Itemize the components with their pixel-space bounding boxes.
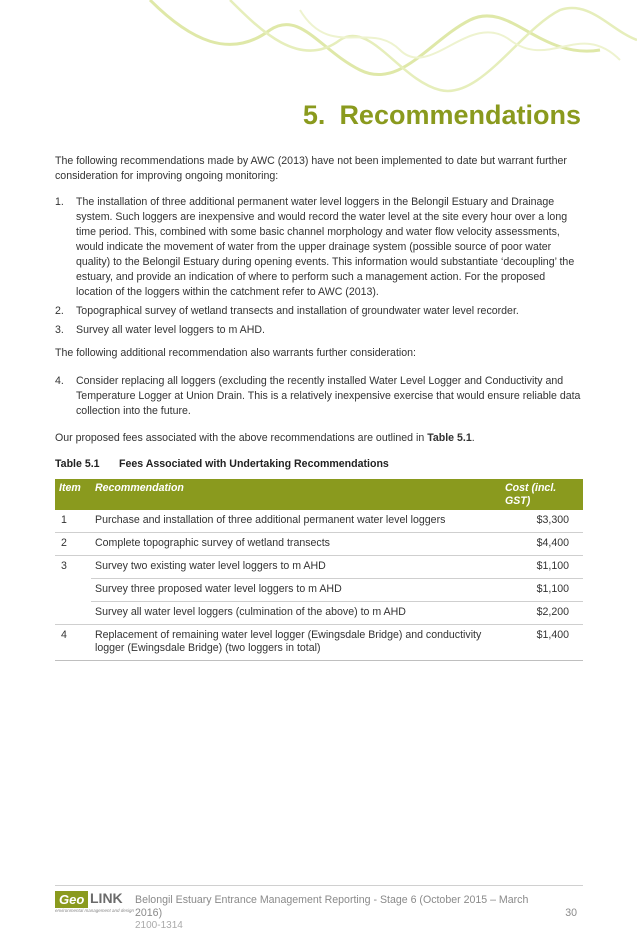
footer-doc-number: 2100-1314: [135, 920, 183, 931]
fees-table: [55, 479, 583, 661]
list-text: Consider replacing all loggers (excluding the recently installed Water Level Logger and Conductivity and Temperature Logger at Union Drain. This is a relatively inexpensive exercise that would ensure reliable data collection into the future.: [76, 375, 581, 417]
intro-paragraph: The following recommendations made by AWC (2013) have not been implemented to date but warrant further consideration for improving ongoing monitoring:: [55, 155, 567, 182]
cell-item: [55, 602, 91, 625]
list-text: Survey all water level loggers to m AHD.: [76, 324, 265, 336]
list-item: [55, 304, 583, 319]
footer-report-title: Belongil Estuary Entrance Management Reporting - Stage 6 (October 2015 – March 2016): [135, 894, 529, 919]
cell-recommendation: Complete topographic survey of wetland transects: [91, 533, 501, 556]
fees-paragraph: [55, 431, 583, 446]
fees-text-end: .: [471, 432, 475, 444]
page-heading: [303, 100, 581, 131]
table-row: [55, 625, 583, 661]
header-item: Item: [55, 479, 91, 510]
table-row: [55, 510, 583, 533]
cell-cost: $4,400: [501, 533, 583, 556]
header-cost: Cost (incl. GST): [501, 479, 583, 510]
fees-text: Our proposed fees associated with the above recommendations are outlined in: [55, 432, 428, 444]
list-number: 1.: [55, 196, 64, 208]
list-item: [55, 195, 583, 300]
heading-number: 5.: [302, 100, 326, 130]
cell-item: [55, 579, 91, 602]
list-item: [55, 374, 583, 419]
cell-cost: $2,200: [501, 602, 583, 625]
page-footer: [55, 885, 583, 931]
table-row: [55, 556, 583, 579]
cell-recommendation: Survey two existing water level loggers to m AHD: [91, 556, 501, 579]
decorative-waves: [0, 0, 637, 110]
cell-cost: $1,400: [501, 625, 583, 661]
table-caption: [55, 457, 583, 472]
cell-cost: $1,100: [501, 579, 583, 602]
table-row: [55, 602, 583, 625]
cell-recommendation: Replacement of remaining water level logger (Ewingsdale Bridge) and conductivity logger (Ewingsdale Bridge) (two loggers in total): [91, 625, 501, 661]
cell-recommendation: Survey three proposed water level loggers to m AHD: [91, 579, 501, 602]
heading-title: Recommendations: [339, 100, 581, 130]
geolink-logo: [55, 890, 135, 913]
additional-recommendation-list: [55, 374, 583, 419]
cell-recommendation: Survey all water level loggers (culmination of the above) to m AHD: [91, 602, 501, 625]
document-body: [55, 154, 583, 661]
cell-cost: $1,100: [501, 556, 583, 579]
cell-recommendation: Purchase and installation of three additional permanent water level loggers: [91, 510, 501, 533]
page-number: 30: [565, 907, 577, 919]
cell-item: 2: [55, 533, 91, 556]
additional-paragraph: The following additional recommendation also warrants further consideration:: [55, 347, 416, 359]
header-recommendation: Recommendation: [91, 479, 501, 510]
cell-cost: $3,300: [501, 510, 583, 533]
logo-geo: Geo: [55, 891, 88, 908]
list-text: Topographical survey of wetland transects and installation of groundwater water level recorder.: [76, 305, 519, 317]
list-item: [55, 323, 583, 338]
table-row: [55, 533, 583, 556]
cell-item: 1: [55, 510, 91, 533]
list-text: The installation of three additional permanent water level loggers in the Belongil Estuary and Drainage system. Such loggers are inexpensive and would record the water level at the site every hour over a long time period. This, combined with some basic channel morphology and water flow velocity assessments, would indicate the movement of water from the upper drainage system (possible source of poor water quality) to the Belongil Estuary during opening events. This information would substantiate ‘decoupling’ the estuary, and provide an indication of where to perform such a management action. For the proposed location of the loggers within the catchment refer to AWC (2013).: [76, 196, 575, 298]
list-number: 2.: [55, 305, 64, 317]
list-number: 3.: [55, 324, 64, 336]
logo-tagline: environmental management and design: [55, 908, 135, 913]
table-header-row: [55, 479, 583, 510]
list-number: 4.: [55, 375, 64, 387]
table-reference: Table 5.1: [427, 432, 472, 444]
recommendation-list: [55, 195, 583, 338]
cell-item: 4: [55, 625, 91, 661]
table-row: [55, 579, 583, 602]
table-caption-title: Fees Associated with Undertaking Recommendations: [119, 458, 389, 470]
table-caption-label: Table 5.1: [55, 458, 100, 470]
cell-item: 3: [61, 560, 67, 572]
logo-link: LINK: [90, 890, 123, 906]
